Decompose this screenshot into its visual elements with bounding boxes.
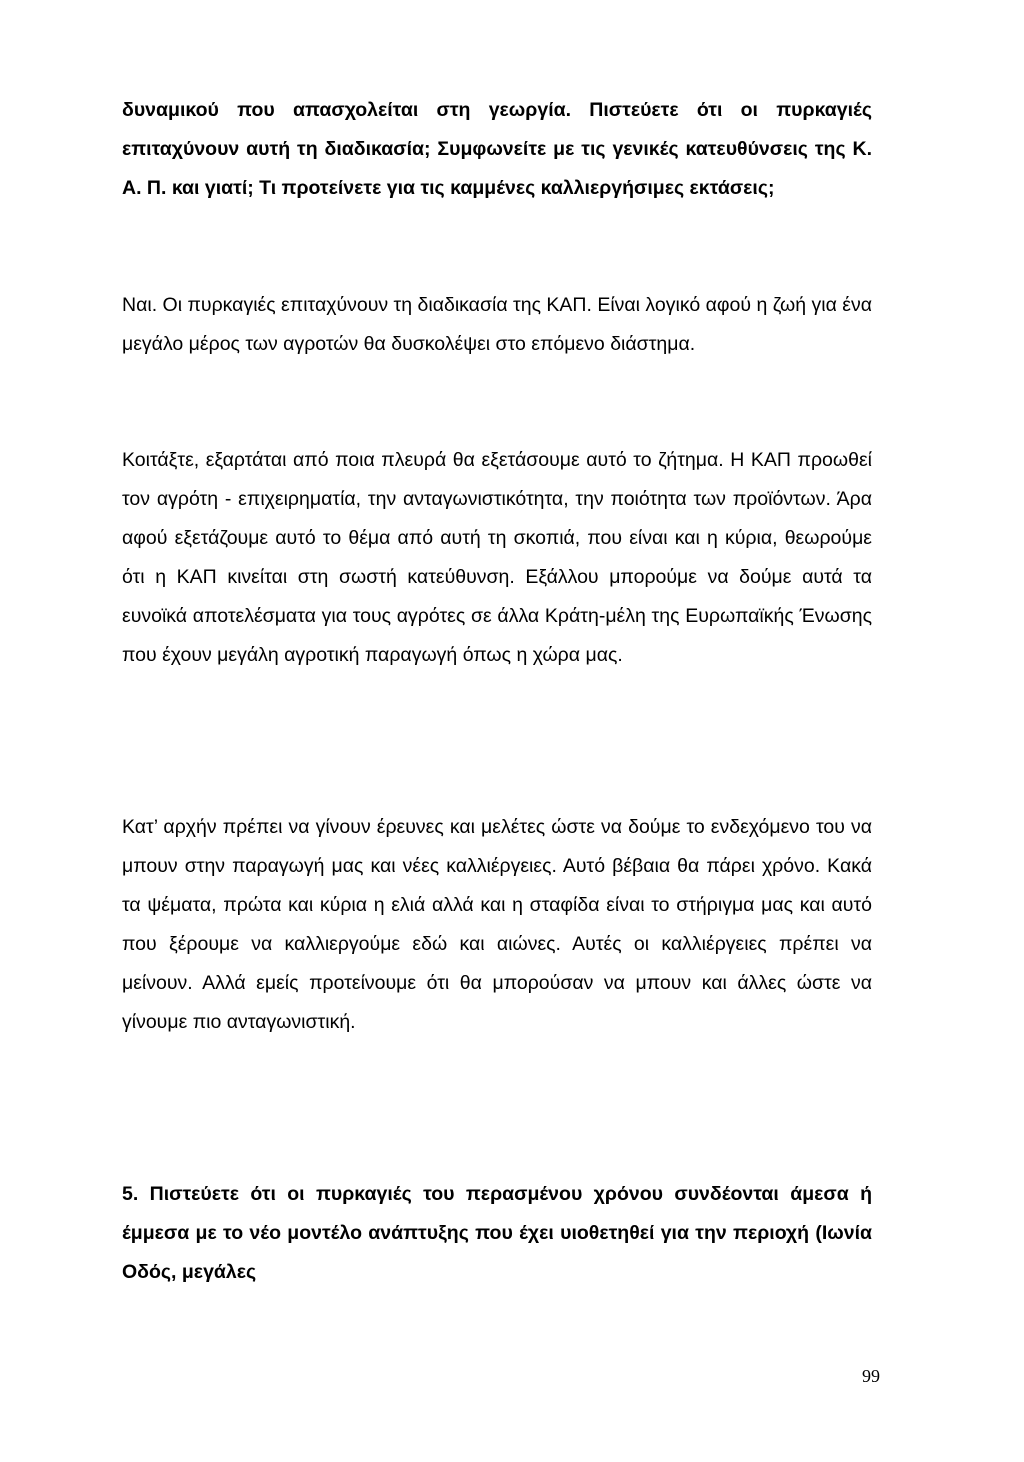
page-number: 99	[862, 1366, 880, 1386]
answer-paragraph-2	[122, 441, 872, 675]
answer-paragraph-1-text: Ναι. Οι πυρκαγιές επιταχύνουν τη διαδικασία της ΚΑΠ. Είναι λογικό αφού η ζωή για ένα μεγάλο μέρος των αγροτών θα δυσκολέψει στο επόμενο διάστημα.	[122, 294, 872, 355]
question-5	[122, 1175, 872, 1292]
answer-paragraph-2-text: Κοιτάξτε, εξαρτάται από ποια πλευρά θα εξετάσουμε αυτό το ζήτημα. Η ΚΑΠ προωθεί τον αγρότη - επιχειρηματία, την ανταγωνιστικότητα, την ποιότητα των προϊόντων. Άρα αφού εξετάζουμε αυτό το θέμα από αυτή τη σκοπιά, που είναι και η κύρια, θεωρούμε ότι η ΚΑΠ κινείται στη σωστή κατεύθυνση. Εξάλλου μπορούμε να δούμε αυτά τα ευνοϊκά αποτελέσματα για τους αγρότες σε άλλα Κράτη-μέλη της Ευρωπαϊκής Ένωσης που έχουν μεγάλη αγροτική παραγωγή όπως η χώρα μας.	[122, 449, 872, 666]
question-intro	[122, 91, 872, 208]
question-intro-text: δυναμικού που απασχολείται στη γεωργία. Πιστεύετε ότι οι πυρκαγιές επιταχύνουν αυτή τη διαδικασία; Συμφωνείτε με τις γενικές κατευθύνσεις της Κ. Α. Π. και γιατί; Τι προτείνετε για τις καμμένες καλλιεργήσιμες εκτάσεις;	[122, 99, 872, 199]
answer-paragraph-3-text: Κατ’ αρχήν πρέπει να γίνουν έρευνες και μελέτες ώστε να δούμε το ενδεχόμενο του να μπουν στην παραγωγή μας και νέες καλλιέργειες. Αυτό βέβαια θα πάρει χρόνο. Κακά τα ψέματα, πρώτα και κύρια η ελιά αλλά και η σταφίδα είναι το στήριγμα μας και αυτό που ξέρουμε να καλλιεργούμε εδώ και αιώνες. Αυτές οι καλλιέργειες πρέπει να μείνουν. Αλλά εμείς προτείνουμε ότι θα μπορούσαν να μπουν και άλλες ώστε να γίνουμε πιο ανταγωνιστική.	[122, 816, 872, 1033]
question-5-text: 5. Πιστεύετε ότι οι πυρκαγιές του περασμένου χρόνου συνδέονται άμεσα ή έμμεσα με το νέο μοντέλο ανάπτυξης που έχει υιοθετηθεί για την περιοχή (Ιωνία Οδός, μεγάλες	[122, 1183, 872, 1283]
answer-paragraph-3	[122, 808, 872, 1042]
answer-paragraph-1	[122, 286, 872, 364]
